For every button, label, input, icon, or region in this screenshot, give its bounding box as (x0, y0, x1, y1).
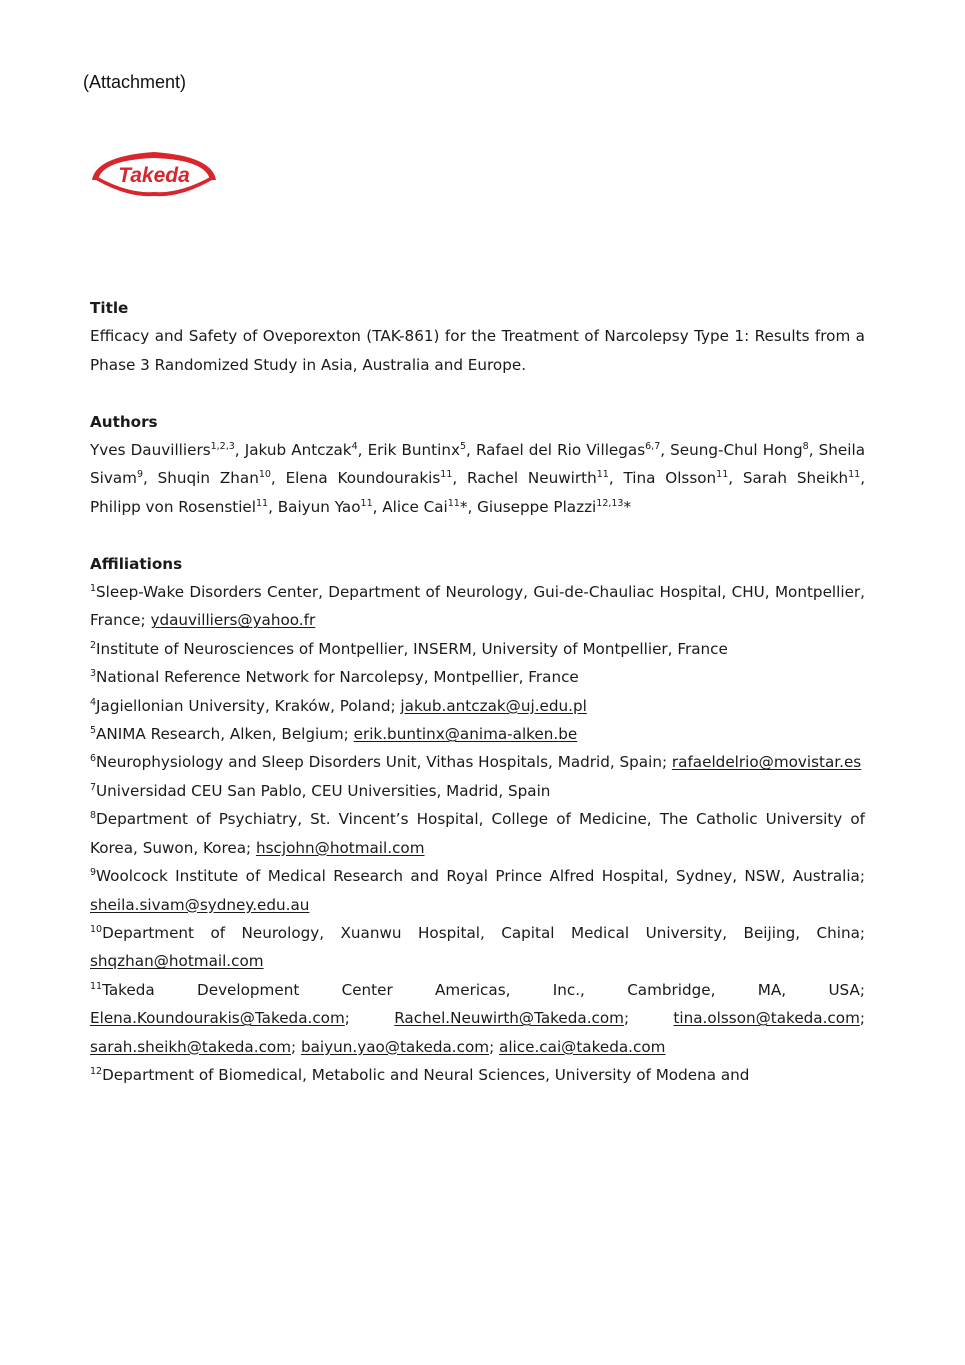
affiliation-number: 9 (90, 867, 97, 879)
author-separator: , (372, 497, 383, 516)
affiliation-text: Takeda Development Center Americas, Inc., Cambridge, MA, USA; (102, 980, 865, 999)
affiliation-item (90, 578, 865, 635)
affiliation-item (90, 862, 865, 919)
affiliation-number: 8 (90, 810, 97, 822)
author-separator: , (234, 441, 245, 460)
affiliation-text: Department of Neurology, Xuanwu Hospital, Capital Medical University, Beijing, China; (102, 923, 865, 942)
author-name: Elena Koundourakis (285, 469, 441, 488)
affiliation-text: Woolcock Institute of Medical Research and Royal Prince Alfred Hospital, Sydney, NSW, Australia; (96, 867, 865, 886)
affiliation-text: Department of Biomedical, Metabolic and Neural Sciences, University of Modena and (102, 1065, 750, 1084)
author-affiliation-ref: 11 (716, 469, 729, 481)
affiliation-number: 1 (90, 583, 97, 595)
affiliation-number: 6 (90, 753, 97, 765)
author-name: Jakub Antczak (244, 441, 352, 460)
author-separator: * (623, 497, 632, 516)
affiliation-item (90, 692, 865, 720)
author-affiliation-ref: 6,7 (645, 441, 661, 453)
author-separator: *, (459, 497, 478, 516)
author-affiliation-ref: 11 (447, 497, 460, 509)
logo-wordmark: Takeda (118, 164, 190, 187)
affiliations-list (90, 578, 865, 1089)
author-name: Tina Olsson (623, 469, 717, 488)
author-separator: , (268, 497, 278, 516)
affiliation-text: ANIMA Research, Alken, Belgium; (96, 725, 354, 744)
affiliation-number: 12 (90, 1065, 103, 1077)
email-link[interactable]: sarah.sheikh@takeda.com (90, 1037, 292, 1056)
author-affiliation-ref: 11 (848, 469, 861, 481)
author-separator: , (357, 441, 368, 460)
affiliation-number: 2 (90, 639, 97, 651)
author-name: Erik Buntinx (367, 441, 460, 460)
affiliation-item (90, 805, 865, 862)
affiliation-number: 3 (90, 668, 97, 680)
affiliation-item (90, 919, 865, 976)
affiliation-text: Sleep-Wake Disorders Center, Department of Neurology, Gui-de-Chauliac Hospital, CHU, Montpellier, France; (90, 583, 865, 630)
affiliation-text: Neurophysiology and Sleep Disorders Unit, Vithas Hospitals, Madrid, Spain; (96, 753, 672, 772)
author-separator: , (808, 441, 819, 460)
author-affiliation-ref: 11 (440, 469, 453, 481)
affiliation-item (90, 777, 865, 805)
affiliation-item (90, 748, 865, 776)
author-name: Sarah Sheikh (742, 469, 849, 488)
author-separator: , (660, 441, 671, 460)
author-separator: , (452, 469, 468, 488)
affiliation-item (90, 663, 865, 691)
email-link[interactable]: jakub.antczak@uj.edu.pl (400, 696, 587, 715)
affiliation-item: $^{11}$Takeda Development Center Americas, Inc., Cambridge, MA, USA; Elena.Koundourakis@Takeda.com; Rachel.Neuwirth@Takeda.com; tina.olsson@takeda.com; sarah.sheikh@takeda.com; baiyun.yao@takeda.com; alice.cai@takeda.com (90, 980, 865, 1056)
affiliations-heading: Affiliations (90, 554, 183, 573)
author-affiliation-ref: 11 (360, 497, 373, 509)
takeda-logo (88, 146, 220, 198)
author-affiliation-ref: 9 (136, 469, 143, 481)
email-link[interactable]: rafaeldelrio@movistar.es (671, 753, 862, 772)
email-link[interactable]: shqzhan@hotmail.com (90, 952, 264, 971)
affiliation-text: Department of Psychiatry, St. Vincent’s Hospital, College of Medicine, The Catholic University of Korea, Suwon, Korea; (90, 810, 865, 857)
email-link[interactable]: alice.cai@takeda.com (499, 1037, 666, 1056)
author-separator: , (466, 441, 476, 460)
author-separator: , (143, 469, 158, 488)
author-separator: , (270, 469, 286, 488)
email-link[interactable]: erik.buntinx@anima-alken.be (353, 725, 578, 744)
author-name: Seung-Chul Hong (670, 441, 803, 460)
author-name: Philipp von Rosenstiel (90, 497, 256, 516)
email-link[interactable]: hscjohn@hotmail.com (255, 838, 425, 857)
affiliation-number: 11 (90, 980, 103, 992)
author-affiliation-ref: 11 (255, 497, 269, 509)
email-link[interactable]: baiyun.yao@takeda.com (300, 1037, 490, 1056)
affiliation-text: Jagiellonian University, Kraków, Poland; (96, 696, 401, 715)
affiliation-text: Universidad CEU San Pablo, CEU Universities, Madrid, Spain (96, 781, 551, 800)
author-affiliation-ref: 10 (258, 469, 271, 481)
author-affiliation-ref: 11 (596, 469, 609, 481)
affiliation-number: 7 (90, 781, 97, 793)
affiliation-item (90, 635, 865, 663)
email-link[interactable]: sheila.sivam@sydney.edu.au (90, 895, 310, 914)
author-affiliation-ref: 5 (459, 441, 467, 453)
email-link[interactable]: ydauvilliers@yahoo.fr (150, 611, 316, 630)
manuscript-body (90, 294, 865, 1089)
author-separator: , (860, 469, 866, 488)
author-affiliation-ref: 8 (802, 441, 809, 453)
author-affiliation-ref: 12,13 (596, 497, 624, 509)
affiliation-number: 4 (90, 696, 97, 708)
affiliation-number: 10 (90, 923, 103, 935)
email-link[interactable]: tina.olsson@takeda.com (673, 1009, 860, 1028)
author-name: Sheila Sivam (90, 441, 865, 488)
author-separator: , (728, 469, 743, 488)
email-link[interactable]: Elena.Koundourakis@Takeda.com (90, 1009, 345, 1028)
author-affiliation-ref: 4 (351, 441, 358, 453)
author-name: Giuseppe Plazzi (477, 497, 597, 516)
affiliation-text: Institute of Neurosciences of Montpellier, INSERM, University of Montpellier, France (96, 639, 728, 658)
affiliation-number: 5 (90, 725, 97, 737)
author-name: Rafael del Rio Villegas (475, 441, 646, 460)
author-name: Alice Cai (382, 497, 448, 516)
title-heading: Title (90, 299, 129, 317)
authors-list (90, 436, 865, 521)
email-link[interactable]: Rachel.Neuwirth@Takeda.com (394, 1009, 624, 1028)
authors-heading: Authors (90, 412, 158, 431)
author-name: Shuqin Zhan (157, 469, 259, 488)
affiliation-item (90, 1061, 865, 1089)
author-name: Rachel Neuwirth (467, 469, 597, 488)
author-separator: , (608, 469, 624, 488)
author-name: Yves Dauvilliers (90, 441, 211, 460)
attachment-label: (Attachment) (83, 72, 187, 92)
author-affiliation-ref: 1,2,3 (210, 441, 235, 453)
affiliation-text: National Reference Network for Narcolepsy, Montpellier, France (96, 668, 579, 687)
author-name: Baiyun Yao (277, 497, 361, 516)
affiliation-item (90, 720, 865, 748)
title-text: Efficacy and Safety of Oveporexton (TAK-861) for the Treatment of Narcolepsy Type 1: Results from a Phase 3 Randomized Study in Asia, Australia and Europe. (90, 327, 865, 374)
